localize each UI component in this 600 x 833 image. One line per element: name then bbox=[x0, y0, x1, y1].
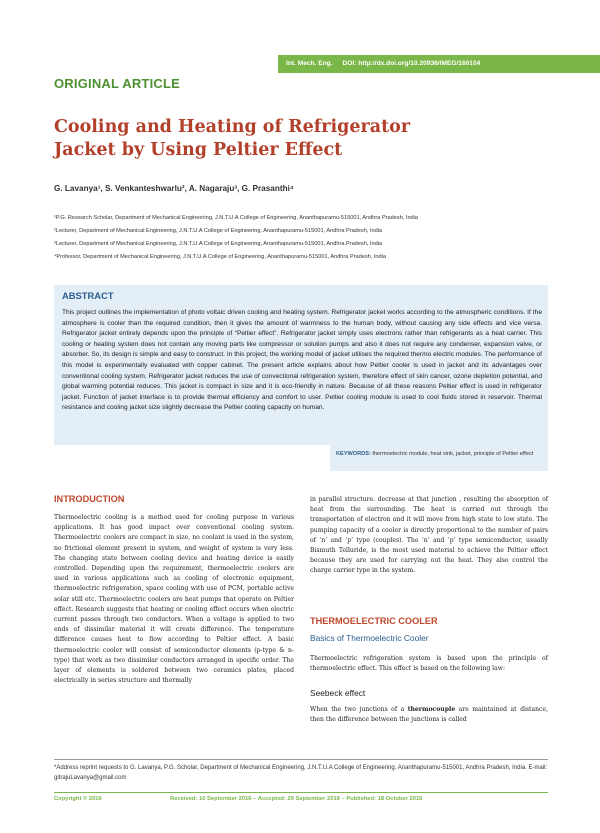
intro-heading: INTRODUCTION bbox=[54, 494, 125, 504]
seebeck-post: are maintained at distance, then the difference between the junctions is called bbox=[310, 706, 549, 724]
seebeck-bold: thermocouple bbox=[407, 706, 456, 713]
thermo-text: Thermoelectric refrigeration system is based upon the principle of thermoelectric effect. This effect is based on the following law: bbox=[310, 655, 548, 673]
affiliations bbox=[54, 212, 574, 264]
thermo-heading: THERMOELECTRIC COOLER bbox=[310, 616, 438, 626]
abstract-heading: ABSTRACT bbox=[62, 290, 114, 301]
seebeck-pre: When the two junctions of a bbox=[310, 706, 408, 713]
affiliation-4: ⁴Professor, Department of Mechanical Engineering, J.N.T.U.A College of Engineering, Ananthapuramu-515001, Andhra Pradesh, India bbox=[54, 254, 387, 260]
seebeck-text bbox=[310, 705, 548, 725]
title-line-1: Cooling and Heating of Refrigerator bbox=[54, 117, 411, 137]
journal-name: Int. Mech. Eng. bbox=[286, 60, 333, 67]
affiliation-3: ³Lecturer, Department of Mechanical Engineering, J.N.T.U.A College of Engineering, Ananthapuramu-515001, Andhra Pradesh, India bbox=[54, 241, 383, 247]
authors: G. Lavanya¹, S. Venkanteshwarlu², A. Nagaraju³, G. Prasanthi⁴ bbox=[54, 184, 294, 193]
footer-divider bbox=[54, 792, 548, 793]
right-column-text: in parallel structure. decrease at that junction , resulting the absorption of heat from the surrounding. The heat is carried out through the transportation of electron and it will move from high state to low state. The pumping capacity of a cooler is directly proportional to the number of pairs of ‘n’ and ‘p’ type (couples). The ‘n’ and ‘p’ type semiconductor, usually Bismuth Telluride, is the most used material to achieve the Peltier effect because they are used for carrying out the heat. They also control the charge carrier type in the system. bbox=[310, 496, 548, 575]
keywords-text: thermoelectric module, heat sink, jacket, principle of Peltier effect bbox=[370, 451, 534, 457]
journal-header-bar bbox=[278, 55, 600, 73]
article-title bbox=[54, 116, 474, 162]
doi-link[interactable]: DOI: http://dx.doi.org/10.20936/IMEG/160104 bbox=[342, 60, 481, 67]
copyright: Copyright © 2016 bbox=[54, 796, 102, 802]
footnote: *Address reprint requests to G. Lavanya, P.G. Scholar, Department of Mechanical Engineering, J.N.T.U.A College of Engineering, Ananthapuramu-515001, Andhra Pradesh, India. E-mail: gitrajuLavanya@gmail.com bbox=[54, 765, 548, 781]
article-type: ORIGINAL ARTICLE bbox=[54, 76, 180, 91]
affiliation-2: ²Lecturer, Department of Mechanical Engineering, J.N.T.U.A College of Engineering, Ananthapuramu-515001, Andhra Pradesh, India bbox=[54, 228, 383, 234]
keywords-label: KEYWORDS: bbox=[336, 451, 371, 457]
publication-dates: Received: 10 September 2016 – Accepted: 29 September 2016 – Published: 18 October 2016 bbox=[170, 796, 423, 802]
seebeck-heading: Seebeck effect bbox=[310, 688, 366, 698]
footnote-divider bbox=[54, 759, 548, 760]
affiliation-1: ¹P.G. Research Scholar, Department of Mechanical Engineering, J.N.T.U.A College of Engineering, Ananthapuramu-515001, Andhra Pradesh, India bbox=[54, 215, 419, 221]
keywords bbox=[336, 450, 542, 460]
thermo-subheading: Basics of Thermoelectric Cooler bbox=[310, 633, 429, 643]
intro-text: Thermoelectric cooling is a method used for cooling purpose in various applications. It has good impact over conventional cooling system. Thermoelectric coolers are compact in size, no coolant is used in the system, no frictional element present in system, and weight of system is very less. The changing state between cooling device and heating device is easily controlled. Depending upon the requirement, thermoelectric coolers are used in various applications such as cooling of electronic equipment, thermoelectric refrigeration, space cooling with use of PCM, portable active solar still etc. Thermoelectric coolers are heat pumps that operate on Peltier effect. Research suggests that heating or cooling effect occurs when electric current passes through two conductors. When a voltage is applied to two ends of dissimilar material it will create difference. The temperature difference causes heat to flow according to Peltier effect. A basic thermoelectric cooler will consist of semiconductor elements (p-type & n-type) that work as two dissimilar conductors arranged in specific order. The layer of elements is soldered between two ceramics plates, placed electrically in series structure and thermally bbox=[54, 514, 294, 685]
title-line-2: Jacket by Using Peltier Effect bbox=[54, 140, 343, 160]
abstract-text: This project outlines the implementation of photo voltaic driven cooling and heating system. Refrigerator jacket works according to the atmospheric conditions. If the atmosphere is cooler than the required condition, then it gives the amount of warmness to the human body, without causing any side effects and vice versa. Refrigerator jacket entirely depends upon the principle of “Peltier effect”. Refrigerator jacket simply uses electrons rather than refrigerants as a heat carrier. This cooling or heating system does not contain any moving parts like compressor or solution pumps and also it does not require any condenser, expansion valve, or absorber. So, its design is simple and easy to construct. In this project, the working model of jacket utilises the required thermo electric modules. The performance of this model is experimentally evaluated with copper cabinet. The present article explains about how Peltier cooler is used in jacket and its advantages over conventional cooling system. Refrigerator jacket reduces the use of convectional refrigeration system, therefore effect of skin cancer, ozone depletion potential, and global warming potential reduces. This jacket is compact in size and it is eco-friendly in nature. Because of all these reasons Peltier effect is used in refrigerator jacket. Function of jacket interface is to provide thermal efficiency and comfort to user. Peltier cooling module is used to cool fluids stored in reservoir. Thermal resistance and cooling jacket size slightly decrease the Peltier cooling capacity on human. bbox=[62, 309, 542, 412]
